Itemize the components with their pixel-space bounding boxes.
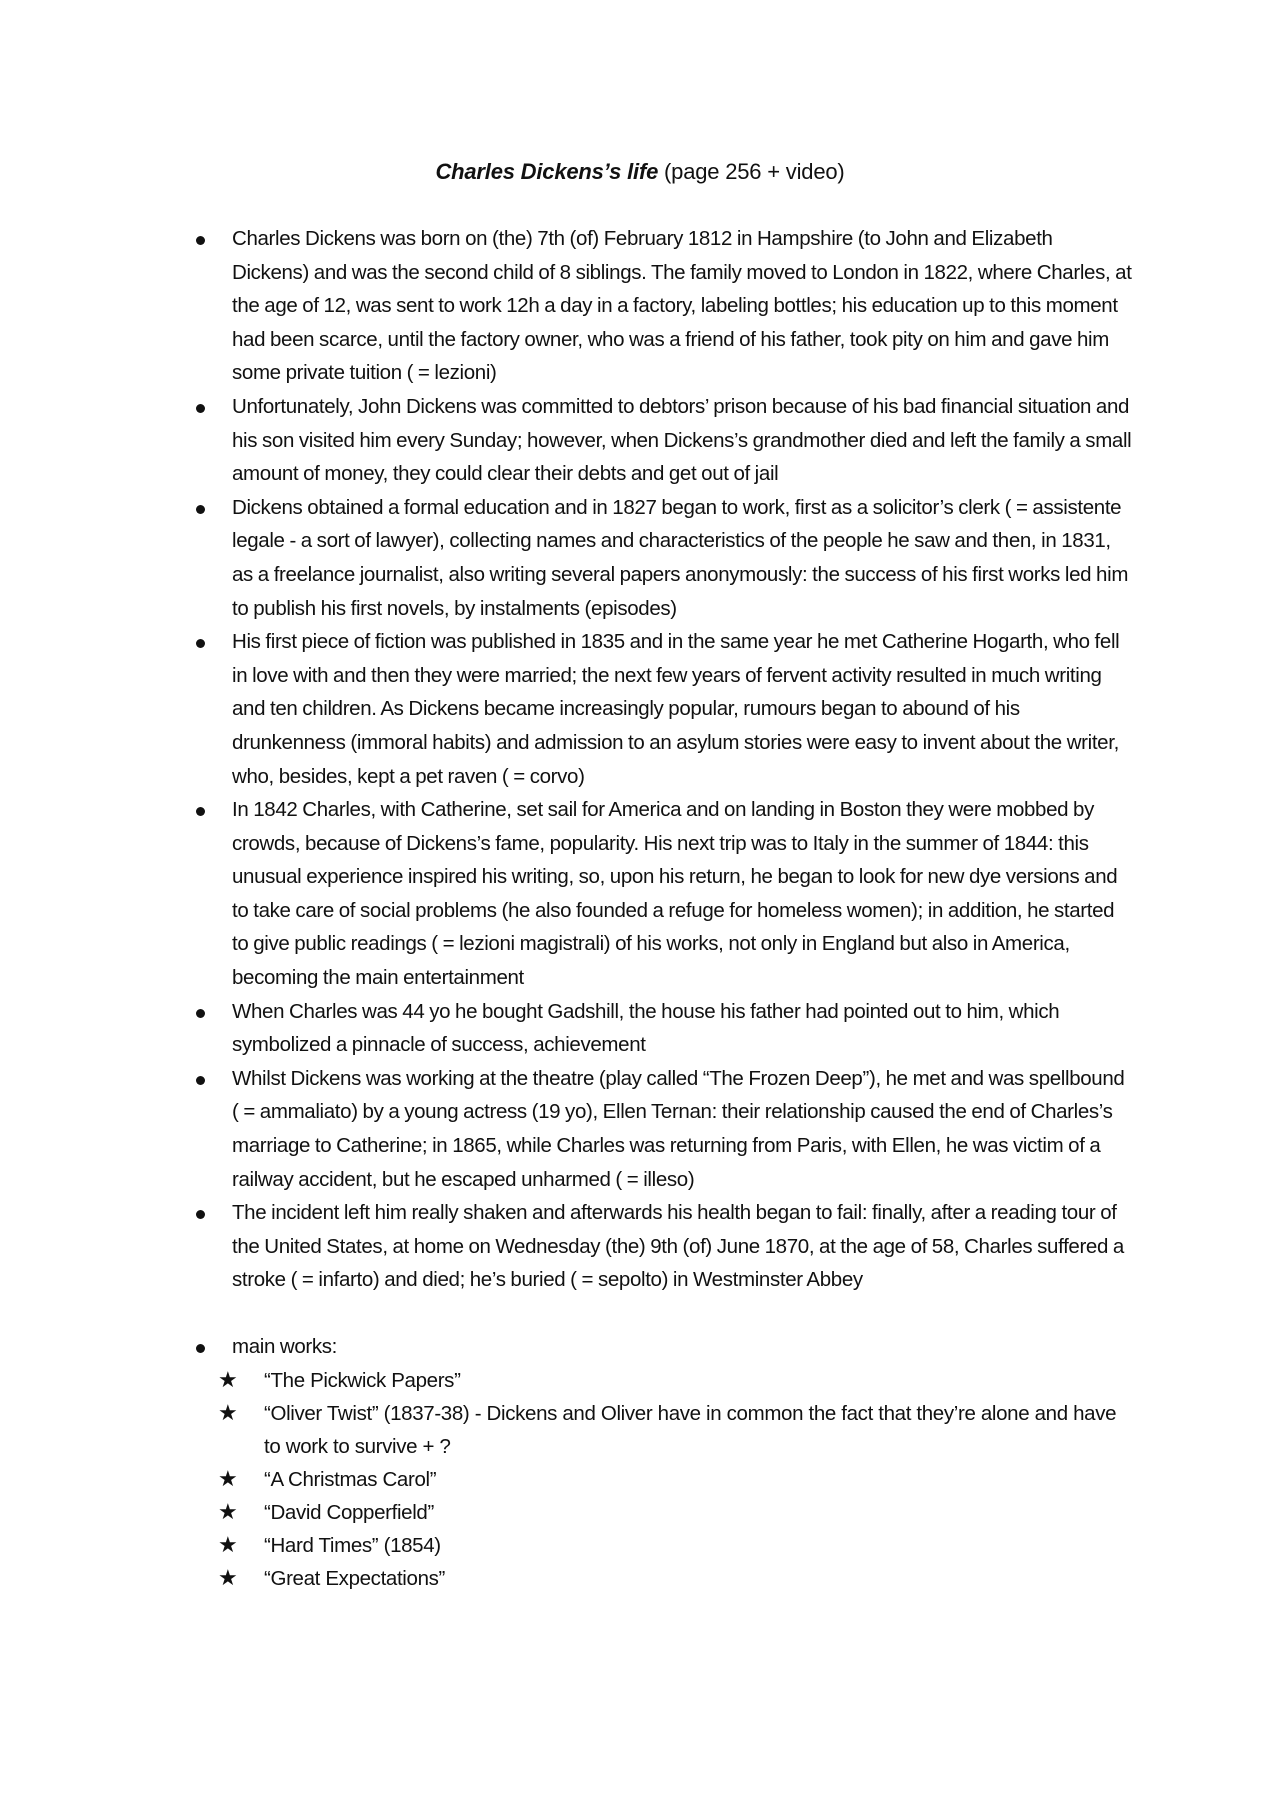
bullet-dot-icon: [196, 236, 205, 245]
biography-item: [186, 1196, 1132, 1297]
biography-item-text: His first piece of fiction was published in 1835 and in the same year he met Catherine Hogarth, who fell in love with and then they were married; the next few years of fervent activity resulted in much writing and ten children. As Dickens became increasingly popular, rumours began to abound of his drunkenness (immoral habits) and admission to an asylum stories were easy to invent about the writer, who, besides, kept a pet raven ( = corvo): [232, 630, 1120, 788]
work-title: “The Pickwick Papers”: [264, 1368, 461, 1392]
bullet-dot-icon: [196, 1210, 205, 1219]
bullet-dot-icon: [196, 404, 205, 413]
biography-item: [186, 995, 1132, 1062]
biography-item: [186, 390, 1132, 491]
star-icon: ★: [218, 1532, 238, 1558]
page-title: [0, 157, 1280, 187]
work-item: [218, 1496, 1132, 1529]
work-item: [218, 1397, 1132, 1463]
biography-item: [186, 222, 1132, 390]
main-works-label: main works:: [232, 1335, 338, 1358]
title-main: Charles Dickens’s life: [435, 159, 659, 184]
star-icon: ★: [218, 1466, 238, 1492]
bullet-dot-icon: [196, 1009, 205, 1018]
biography-item: [186, 1062, 1132, 1196]
works-sublist: [218, 1364, 1132, 1595]
bullet-dot-icon: [196, 1344, 205, 1353]
document-body: [186, 222, 1132, 1595]
title-subtitle: (page 256 + video): [658, 159, 845, 184]
biography-item-text: Dickens obtained a formal education and in 1827 began to work, first as a solicitor’s clerk ( = assistente legale - a sort of lawyer), collecting names and characteristics of the people he saw and then, in 1831, as a freelance journalist, also writing several papers anonymously: the success of his first works led him to publish his first novels, by instalments (episodes): [232, 495, 1129, 620]
main-works-list: [186, 1330, 1132, 1364]
work-title: “David Copperfield”: [264, 1500, 434, 1524]
bullet-dot-icon: [196, 1076, 205, 1085]
bullet-dot-icon: [196, 639, 205, 648]
work-title: “Hard Times” (1854): [264, 1533, 441, 1557]
star-icon: ★: [218, 1400, 238, 1426]
work-title: “Great Expectations”: [264, 1566, 445, 1590]
biography-item-text: Charles Dickens was born on (the) 7th (of) February 1812 in Hampshire (to John and Elizabeth Dickens) and was the second child of 8 siblings. The family moved to London in 1822, where Charles, at the age of 12, was sent to work 12h a day in a factory, labeling bottles; his education up to this moment had been scarce, until the factory owner, who was a friend of his father, took pity on him and gave him some private tuition ( = lezioni): [232, 227, 1132, 385]
biography-item: [186, 793, 1132, 995]
main-works-item: [186, 1330, 1132, 1364]
work-item: [218, 1529, 1132, 1562]
spacer: [186, 1297, 1132, 1330]
biography-item: [186, 625, 1132, 793]
work-item: [218, 1364, 1132, 1397]
star-icon: ★: [218, 1565, 238, 1591]
work-title: “Oliver Twist” (1837-38) - Dickens and Oliver have in common the fact that they’re alone and have to work to survive + ?: [264, 1401, 1117, 1458]
bullet-dot-icon: [196, 807, 205, 816]
biography-item-text: In 1842 Charles, with Catherine, set sail for America and on landing in Boston they were mobbed by crowds, because of Dickens’s fame, popularity. His next trip was to Italy in the summer of 1844: this unusual experience inspired his writing, so, upon his return, he began to look for new dye versions and to take care of social problems (he also founded a refuge for homeless women); in addition, he started to give public readings ( = lezioni magistrali) of his works, not only in England but also in America, becoming the main entertainment: [232, 798, 1118, 990]
biography-item-text: The incident left him really shaken and afterwards his health began to fail: finally, after a reading tour of the United States, at home on Wednesday (the) 9th (of) June 1870, at the age of 58, Charles suffered a stroke ( = infarto) and died; he’s buried ( = sepolto) in Westminster Abbey: [232, 1201, 1124, 1292]
biography-item: [186, 491, 1132, 625]
star-icon: ★: [218, 1367, 238, 1393]
biography-list: [186, 222, 1132, 1297]
biography-item-text: When Charles was 44 yo he bought Gadshill, the house his father had pointed out to him, which symbolized a pinnacle of success, achievement: [232, 999, 1060, 1057]
work-title: “A Christmas Carol”: [264, 1467, 437, 1491]
biography-item-text: Whilst Dickens was working at the theatre (play called “The Frozen Deep”), he met and was spellbound ( = ammaliato) by a young actress (19 yo), Ellen Ternan: their relationship caused the end of Charles’s marriage to Catherine; in 1865, while Charles was returning from Paris, with Ellen, he was victim of a railway accident, but he escaped unharmed ( = illeso): [232, 1066, 1125, 1191]
biography-item-text: Unfortunately, John Dickens was committed to debtors’ prison because of his bad financial situation and his son visited him every Sunday; however, when Dickens’s grandmother died and left the family a small amount of money, they could clear their debts and get out of jail: [232, 394, 1132, 486]
work-item: [218, 1463, 1132, 1496]
work-item: [218, 1562, 1132, 1595]
bullet-dot-icon: [196, 505, 205, 514]
star-icon: ★: [218, 1499, 238, 1525]
